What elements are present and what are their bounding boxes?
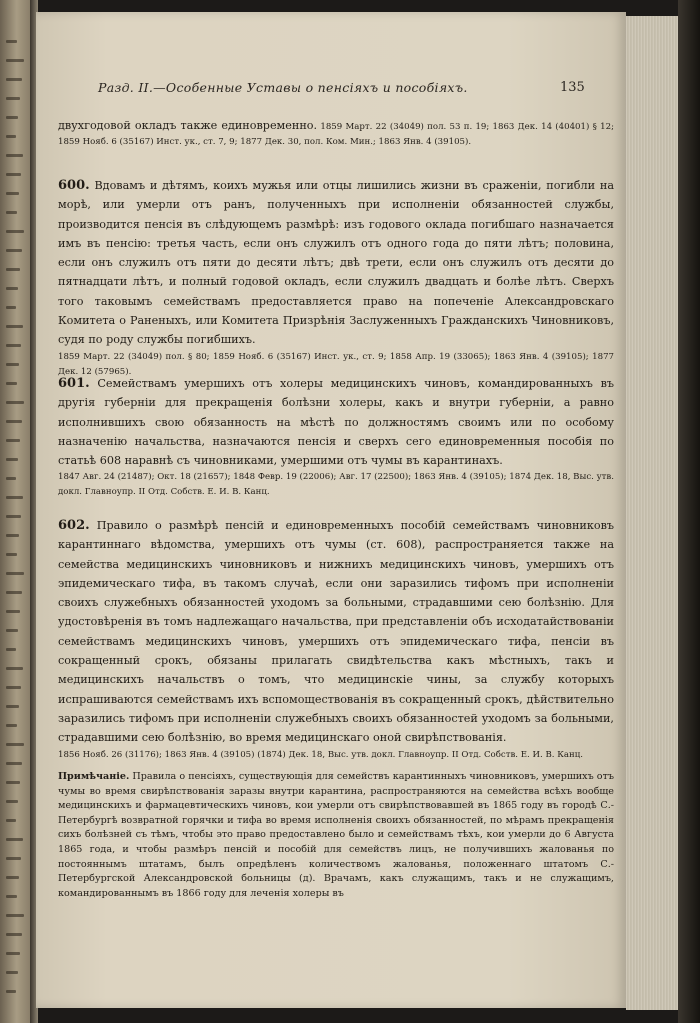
ghost-text-line: [6, 895, 17, 898]
ghost-text-line: [6, 857, 21, 860]
ghost-text-line: [6, 401, 24, 404]
article-602: [58, 516, 614, 763]
ghost-text-line: [6, 534, 19, 537]
ghost-text-line: [6, 838, 23, 841]
article-601: [58, 374, 614, 500]
ghost-text-line: [6, 78, 22, 81]
ghost-text-line: [6, 667, 23, 670]
ghost-text-line: [6, 173, 21, 176]
ghost-text-line: [6, 439, 20, 442]
page-edges: [626, 16, 678, 1010]
ghost-text-line: [6, 800, 18, 803]
ghost-text-line: [6, 724, 17, 727]
article-refs: 1859 Март. 22 (34049) пол. § 80; 1859 Нояб. 6 (35167) Инст. ук., ст. 9; 1858 Апр. 19 (33065); 1863 Янв. 4 (39105); 1877 Дек. 12 (57965).: [58, 351, 614, 377]
page-number: 135: [560, 80, 585, 95]
article-number: 600.: [58, 178, 90, 193]
ghost-text-line: [6, 819, 16, 822]
article-text: Правило о размѣрѣ пенсій и единовременныхъ пособій семействамъ чиновниковъ карантиннаго вѣдомства, умершихъ отъ чумы (ст. 608), распространяется также на семейства медицинскихъ чиновниковъ и нижнихъ медицинскихъ чиновъ, умершихъ отъ эпидемическаго тифа, въ такомъ случаѣ, если они заразились тифомъ при исполненіи своихъ служебныхъ обязанностей уходомъ за больными, страдавшими сею болѣзнію. Для удостовѣренія въ томъ надлежащаго начальства, при представленіи объ исходатайствованіи семействамъ медицинскихъ чиновъ, умершихъ отъ эпидемическаго тифа, пенсіи въ сокращенный срокъ, обязаны прилагать свидѣтельства какъ мѣстныхъ, такъ и медицинскихъ начальствъ о томъ, что медицинскіе чины, за службу которыхъ испрашиваются семействамъ ихъ вспомоществованія въ сокращенный срокъ, дѣйствительно заразились тифомъ при исполненіи служебныхъ своихъ обязанностей уходомъ за больными, страдавшими сею болѣзнію, во время медицинскаго оной свирѣпствованія.: [58, 519, 615, 745]
ghost-text-line: [6, 382, 17, 385]
article-number: 601.: [58, 376, 90, 391]
article-text: Вдовамъ и дѣтямъ, коихъ мужья или отцы лишились жизни въ сраженіи, погибли на морѣ, или умерли отъ ранъ, полученныхъ при исполненіи обязанностей службы, производится пенсія въ слѣдующемъ размѣрѣ: изъ годового оклада погибшаго назначается имъ въ пенсію: третья часть, если онъ служилъ отъ одного года до пяти лѣтъ; половина, если онъ служилъ отъ пяти до десяти лѣтъ; двѣ трети, если онъ служилъ отъ десяти до пятнадцати лѣтъ, и полный годовой окладъ, если служилъ двадцать и болѣе лѣтъ. Сверхъ того таковымъ семействамъ предоставляется право на попеченіе Александровскаго Комитета о Раненыхъ, или Комитета Призрѣнія Заслуженныхъ Гражданскихъ Чиновниковъ, судя по роду службы погибшихъ.: [58, 179, 614, 347]
ghost-text-line: [6, 743, 24, 746]
ghost-text-line: [6, 952, 20, 955]
ghost-text-line: [6, 591, 22, 594]
ghost-text-line: [6, 230, 24, 233]
ghost-text-line: [6, 876, 19, 879]
article-text: Семействамъ умершихъ отъ холеры медицинскихъ чиновъ, командированныхъ въ другія губерніи для прекращенія болѣзни холеры, какъ и внутри губерніи, а равно исполнившихъ свою обязанность на мѣстѣ по должностямъ своимъ или по особому назначенію начальства, назначаются пенсія и сверхъ сего единовременныя пособія по статьѣ 608 наравнѣ съ чиновниками, умершими отъ чумы въ карантинахъ.: [58, 377, 614, 468]
ghost-text-line: [6, 762, 22, 765]
ghost-text-line: [6, 629, 18, 632]
article-number: 602.: [58, 518, 90, 533]
ghost-text-line: [6, 268, 20, 271]
article-refs: 1856 Нояб. 26 (31176); 1863 Янв. 4 (39105) (1874) Дек. 18, Выс. утв. докл. Главноупр. II Отд. Собств. Е. И. В. Канц.: [58, 749, 583, 760]
ghost-text-line: [6, 914, 24, 917]
ghost-text-line: [6, 553, 17, 556]
ghost-text-line: [6, 705, 19, 708]
ghost-text-line: [6, 515, 21, 518]
ghost-text-line: [6, 154, 23, 157]
ghost-text-line: [6, 40, 17, 43]
ghost-text-line: [6, 686, 21, 689]
ghost-text-line: [6, 648, 16, 651]
ghost-text-line: [6, 363, 19, 366]
ghost-text-line: [6, 933, 22, 936]
ghost-text-line: [6, 344, 21, 347]
ghost-text-line: [6, 610, 20, 613]
lead-in-paragraph: [58, 116, 614, 150]
footnote: [58, 770, 614, 901]
ghost-text-line: [6, 211, 17, 214]
ghost-text-line: [6, 192, 19, 195]
ghost-text-line: [6, 325, 23, 328]
ghost-text-line: [6, 781, 20, 784]
previous-page-edge: [0, 0, 30, 1023]
ghost-text-line: [6, 458, 18, 461]
ghost-text-line: [6, 420, 22, 423]
article-refs: 1847 Авг. 24 (21487); Окт. 18 (21657); 1848 Февр. 19 (22006); Авг. 17 (22500); 1863 Янв. 4 (39105); 1874 Дек. 18, Выс. утв. докл. Главноупр. II Отд. Собств. Е. И. В. Канц.: [58, 472, 614, 498]
ghost-text-line: [6, 496, 23, 499]
note-text: Правила о пенсіяхъ, существующія для семействъ карантинныхъ чиновниковъ, умершихъ отъ чумы во время свирѣпствованія заразы внутри карантина, распространяются на семейства всѣхъ вообще медицинскихъ и фармацевтическихъ чиновъ, кои умерли отъ свирѣпствовавшей въ 1865 году въ городѣ С.-Петербургѣ возвратной горячки и тифа во время исполненія своихъ обязанностей, по мѣрамъ прекращенія сихъ болѣзней съ тѣмъ, чтобы это право предоставлено было и семействамъ тѣхъ, кои умерли до 6 Августа 1865 года, и чтобы размѣръ пенсій и пособій для семействъ лицъ, не получившихъ жалованья по постояннымъ штатамъ, былъ опредѣленъ количествомъ жалованья, положеннаго штатомъ С.-Петербургской Александровской больницы (д). Врачамъ, какъ служащимъ, такъ и не служащимъ, командированнымъ въ 1866 году для леченія холеры въ: [58, 771, 614, 899]
ghost-text-line: [6, 135, 16, 138]
book-cover: [678, 0, 700, 1023]
lead-in-refs: 1859 Март. 22 (34049) пол. 53 п. 19; 1863 Дек. 14 (40401) § 12; 1859 Нояб. 6 (35167) Инст. ук., ст. 7, 9; 1877 Дек. 30, пол. Ком. Мин.; 1863 Янв. 4 (39105).: [58, 122, 614, 148]
ghost-text-line: [6, 97, 20, 100]
note-label: Примѣчаніе.: [58, 771, 130, 782]
ghost-text-line: [6, 116, 18, 119]
ghost-text-line: [6, 990, 16, 993]
lead-in-text: двухгодовой окладъ также единовременно.: [58, 119, 318, 132]
article-600: [58, 176, 614, 380]
ghost-text-line: [6, 477, 16, 480]
running-head: Разд. II.—Особенные Уставы о пенсіяхъ и пособіяхъ.: [98, 80, 468, 95]
ghost-text-line: [6, 306, 16, 309]
ghost-text-line: [6, 971, 18, 974]
ghost-text-line: [6, 287, 18, 290]
ghost-text-line: [6, 249, 22, 252]
ghost-text-line: [6, 59, 24, 62]
ghost-text-line: [6, 572, 24, 575]
